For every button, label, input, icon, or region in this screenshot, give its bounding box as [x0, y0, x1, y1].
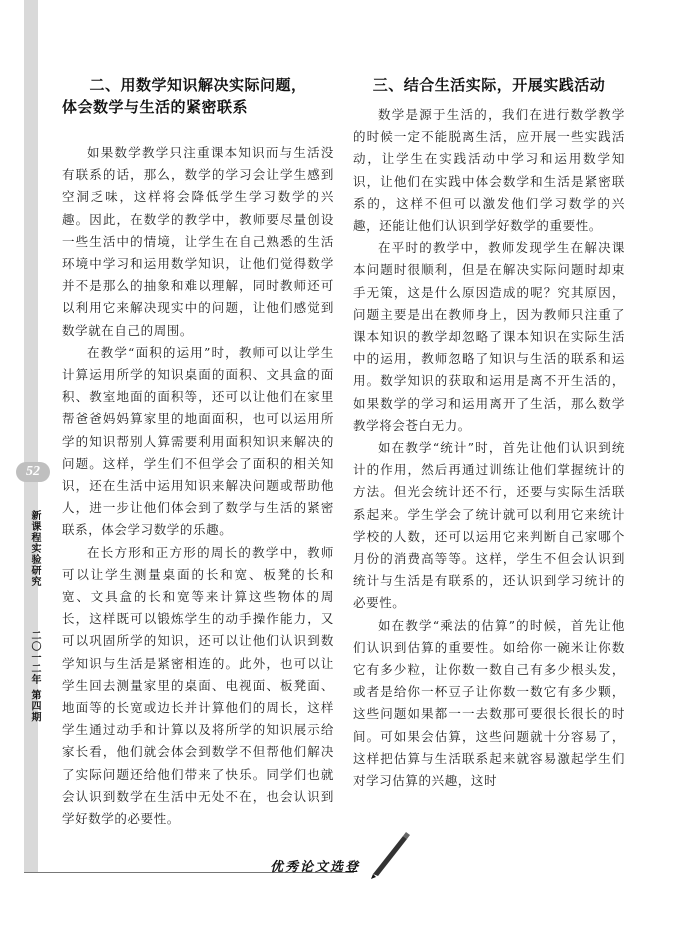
- section-heading-2-line1: 二、用数学知识解决实际问题，: [89, 76, 307, 94]
- page-number: 52: [16, 462, 50, 482]
- paragraph: 在长方形和正方形的周长的教学中，教师可以让学生测量桌面的长和宽、板凳的长和宽、文具盒的长和宽等来计算这些物体的周长，这样既可以锻炼学生的动手操作能力，又可以巩固所学的知识，还可以让他们认识到数学知识与生活是紧密相连的。此外，也可以让学生回去测量家里的桌面、电视面、板凳面、地面等的长宽或边长并计算他们的周长，这样学生通过动手和计算以及将所学的知识展示给家长看，他们就会体会到数学不但帮他们解决了实际问题还给他们带来了快乐。同学们也就会认识到数学在生活中无处不在，也会认识到学好数学的必要性。: [62, 544, 334, 827]
- paragraph: 在平时的教学中，教师发现学生在解决课本问题时很顺利，但是在解决实际问题时却束手无策，这是什么原因造成的呢？究其原因，问题主要是出在教师身上，因为教师只注重了课本知识的教学却忽略了课本知识在实际生活中的运用，教师忽略了知识与生活的联系和运用。数学知识的获取和运用是离不开生活的，如果数学的学习和运用离开了生活，那么数学教学将会苍白无力。: [353, 240, 625, 433]
- section-heading-3: 三、结合生活实际，开展实践活动: [372, 76, 606, 94]
- paragraph: 数学是源于生活的，我们在进行数学教学的时候一定不能脱离生活，应开展一些实践活动，让学生在实践活动中学习和运用数学知识，让他们在实践中体会数学和生活是紧密联系的，这样不但可以激发他们学习数学的兴趣，还能让他们认识到学好数学的重要性。: [353, 107, 625, 234]
- paragraph: 如在教学“统计”时，首先让他们认识到统计的作用，然后再通过训练让他们掌握统计的方法。但光会统计还不行，还要与实际生活联系起来。学生学会了统计就可以利用它来统计学校的人数，还可以运用它来判断自己家哪个月份的消费高等等。这样，学生不但会认识到统计与生活是有联系的，还认识到学习统计的必要性。: [353, 440, 625, 611]
- journal-name: 新课程实验研究: [29, 509, 40, 587]
- right-column: [353, 74, 625, 792]
- journal-issue: 二〇一二年 第四期: [29, 629, 40, 723]
- paragraph: 如在教学“乘法的估算”的时候，首先让他们认识到估算的重要性。如给你一碗米让你数它有多少粒，让你数一数自己有多少根头发，或者是给你一杯豆子让你数一数它有多少颗，这些问题如果都一一去数那可要很长很长的时间。可如果会估算，这些问题就十分容易了，这样把估算与生活联系起来就容易激起学生们对学习估算的兴趣，这时: [353, 617, 625, 789]
- left-column: [62, 74, 334, 830]
- paragraph: 在教学“面积的运用”时，教师可以让学生计算运用所学的知识桌面的面积、文具盒的面积、教室地面的面积等，还可以让他们在家里帮爸爸妈妈算家里的地面面积，也可以运用所学的知识帮别人算需要利用面积知识来解决的问题。这样，学生们不但学会了面积的相关知识，还在生活中运用知识来解决问题或帮助他人，进一步让他们体会到了数学与生活的紧密联系，体会学习数学的乐趣。: [62, 344, 334, 538]
- footer-title: 优秀论文选登: [270, 860, 361, 875]
- pen-icon: [365, 830, 415, 880]
- paragraph: 如果数学教学只注重课本知识而与生活没有联系的话，那么，数学的学习会让学生感到空洞乏味，这样将会降低学生学习数学的兴趣。因此，在数学的教学中，教师要尽量创设一些生活中的情境，让学生在自己熟悉的生活环境中学习和运用数学知识，让他们觉得数学并不是那么的抽象和难以理解，同时教师还可以利用它来解决现实中的问题，让他们感觉到数学就在自己的周围。: [62, 145, 334, 338]
- section-heading-2-line2: 体会数学与生活的紧密联系: [62, 98, 249, 116]
